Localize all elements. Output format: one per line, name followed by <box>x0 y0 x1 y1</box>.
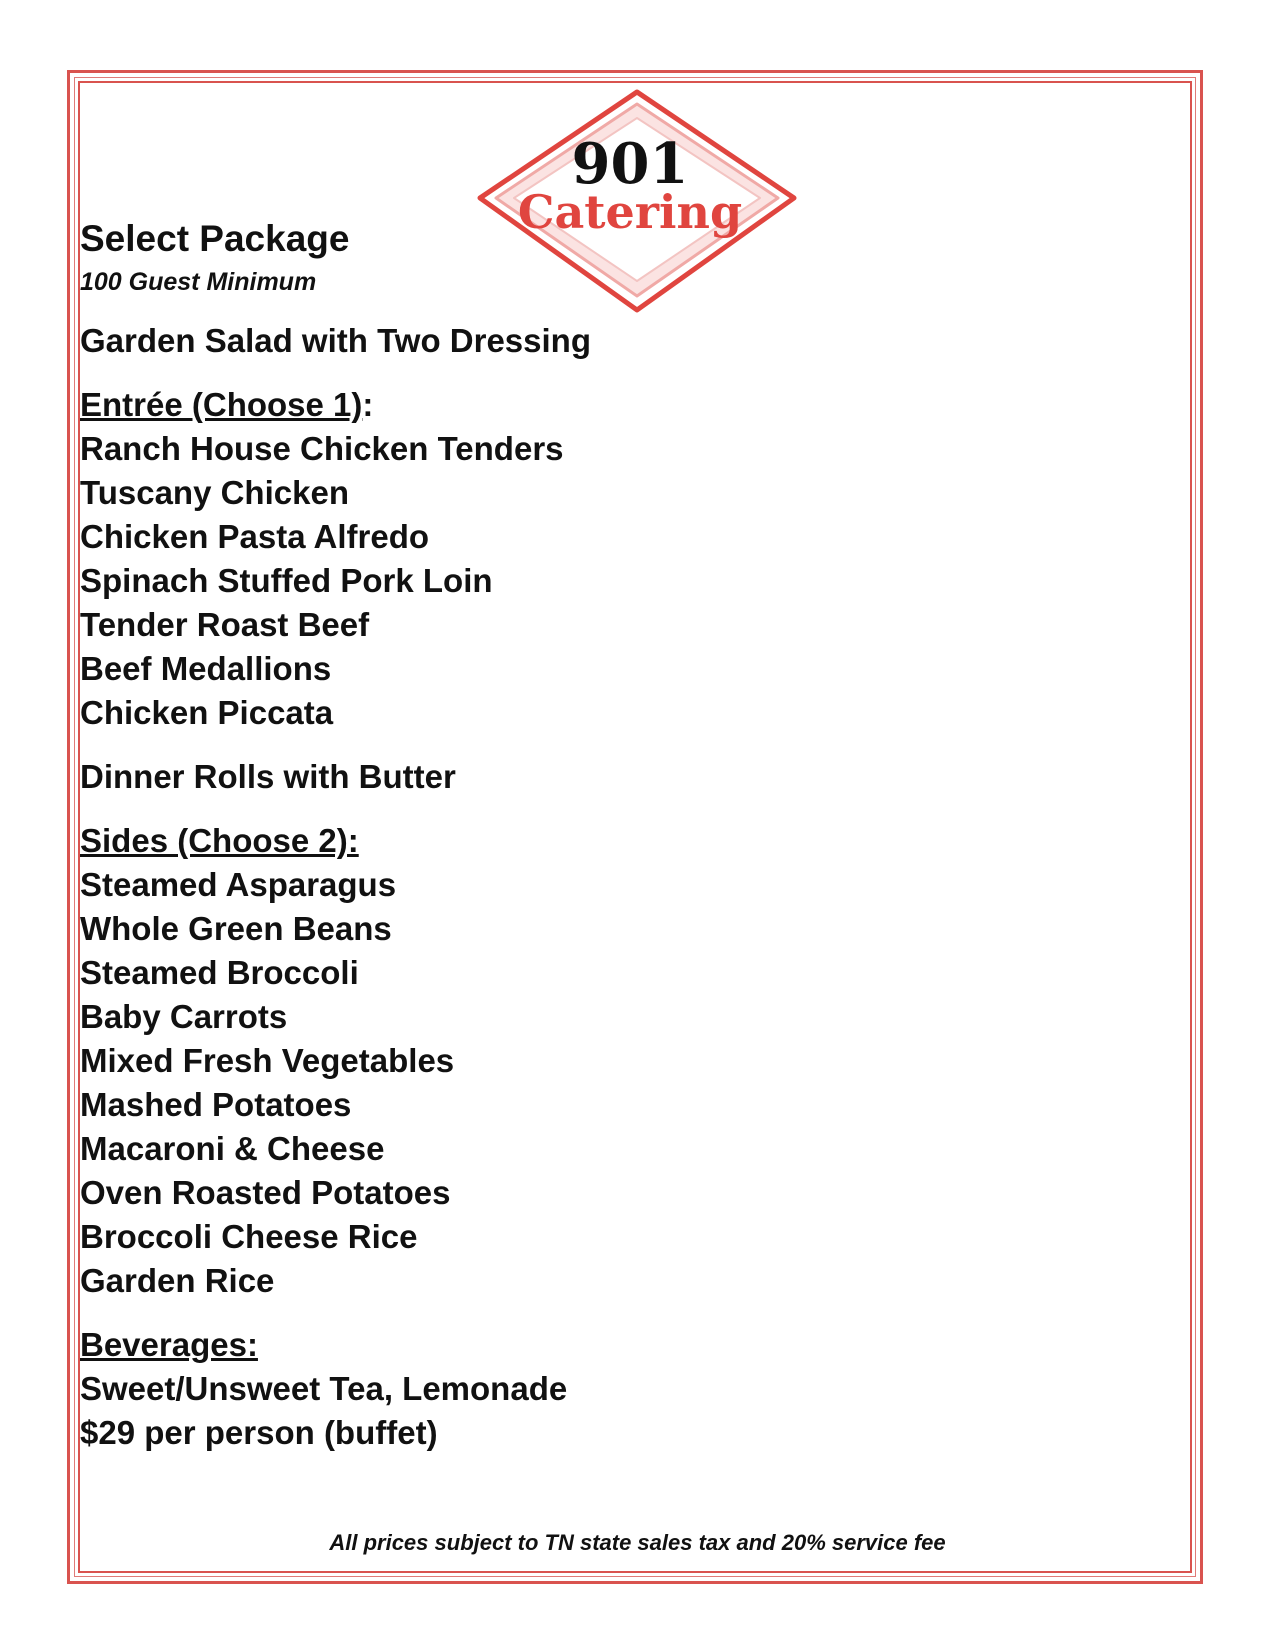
side-item: Whole Green Beans <box>80 910 392 947</box>
side-item: Mixed Fresh Vegetables <box>80 1042 455 1079</box>
side-item: Steamed Asparagus <box>80 866 397 903</box>
price-line: $29 per person (buffet) <box>80 1414 438 1451</box>
sides-heading: Sides (Choose 2): <box>80 822 359 859</box>
rolls-item: Dinner Rolls with Butter <box>80 758 456 795</box>
entree-item: Chicken Pasta Alfredo <box>80 518 430 555</box>
entree-item: Spinach Stuffed Pork Loin <box>80 562 493 599</box>
side-item: Broccoli Cheese Rice <box>80 1218 418 1255</box>
entree-item: Tuscany Chicken <box>80 474 349 511</box>
side-item: Mashed Potatoes <box>80 1086 352 1123</box>
side-item: Steamed Broccoli <box>80 954 359 991</box>
entree-item: Ranch House Chicken Tenders <box>80 430 564 467</box>
page-title: Select Package <box>80 218 350 259</box>
guest-minimum-note: 100 Guest Minimum <box>80 268 317 296</box>
salad-item: Garden Salad with Two Dressing <box>80 322 591 359</box>
entree-heading-colon: : <box>362 386 374 423</box>
side-item: Garden Rice <box>80 1262 275 1299</box>
entree-item: Tender Roast Beef <box>80 606 370 643</box>
side-item: Oven Roasted Potatoes <box>80 1174 451 1211</box>
side-item: Macaroni & Cheese <box>80 1130 385 1167</box>
catering-logo <box>472 88 802 316</box>
entree-item: Beef Medallions <box>80 650 332 687</box>
entree-heading <box>80 386 373 424</box>
beverage-item: Sweet/Unsweet Tea, Lemonade <box>80 1370 568 1407</box>
entree-heading-label: Entrée (Choose 1) <box>80 386 363 423</box>
logo-number: 901 <box>571 131 689 197</box>
beverages-heading: Beverages: <box>80 1326 258 1363</box>
side-item: Baby Carrots <box>80 998 288 1035</box>
pricing-disclaimer: All prices subject to TN state sales tax and 20% service fee <box>329 1530 946 1555</box>
logo-word: Catering <box>517 185 743 239</box>
entree-item: Chicken Piccata <box>80 694 334 731</box>
